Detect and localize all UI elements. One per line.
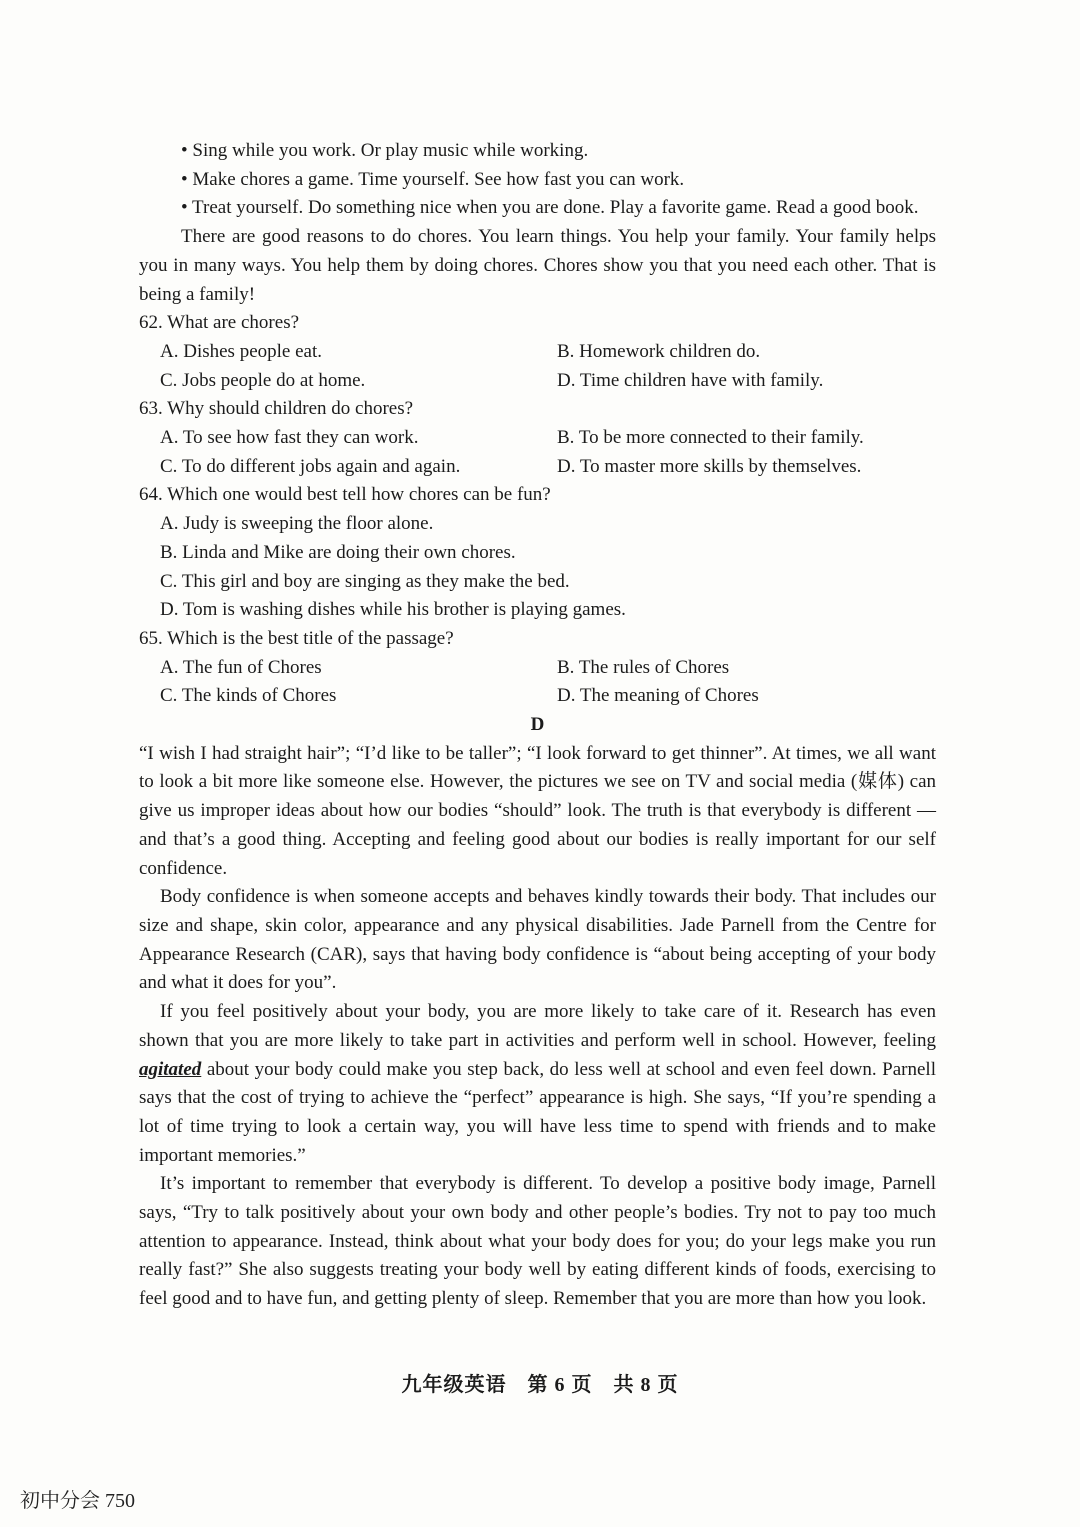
passage-d-paragraph-3 [139, 998, 936, 1170]
passage-d-paragraph-1: “I wish I had straight hair”; “I’d like to be taller”; “I look forward to get thinner”. At times, we all want to look a bit more like someone else. However, the pictures we see on TV and social media (媒体) can give us improper ideas about how our bodies “should” look. The truth is that everybody is different — and that’s a good thing. Accepting and feeling good about our bodies is really important for our self confidence. [139, 742, 936, 879]
question-62 [139, 309, 936, 395]
option-b: B. The rules of Chores [557, 656, 730, 678]
option-d: D. To master more skills by themselves. [557, 455, 862, 477]
question-stem: 65. Which is the best title of the passage? [139, 627, 454, 649]
exam-page [139, 137, 936, 1314]
question-63 [139, 395, 936, 481]
option-d: D. Tom is washing dishes while his brother is playing games. [160, 599, 626, 621]
option-a: A. The fun of Chores [160, 656, 322, 678]
option-c: C. To do different jobs again and again. [160, 455, 461, 477]
paragraph-3-text-before: If you feel positively about your body, you are more likely to take care of it. Research has even shown that you are more likely to take part in activities and perform well in school. However, feeling [139, 1001, 936, 1051]
option-c: C. Jobs people do at home. [160, 369, 366, 391]
question-65 [139, 625, 936, 711]
question-stem: 62. What are chores? [139, 312, 300, 334]
option-b: B. Homework children do. [557, 340, 761, 362]
option-c: C. This girl and boy are singing as they make the bed. [160, 570, 570, 592]
passage-d-paragraph-2: Body confidence is when someone accepts and behaves kindly towards their body. That includes our size and shape, skin color, appearance and any physical disabilities. Jade Parnell from the Centre for Appearance Research (CAR), says that having body confidence is “about being accepting of your body and what it does for you”. [139, 886, 936, 994]
option-d: D. Time children have with family. [557, 369, 824, 391]
option-c: C. The kinds of Chores [160, 685, 337, 707]
question-stem: 64. Which one would best tell how chores can be fun? [139, 484, 551, 506]
paragraph-3-text-after: about your body could make you step back, do less well at school and even feel down. Parnell says that the cost of trying to achieve the “perfect” appearance is high. She says, “If you’re spending a lot of time trying to look a certain way, you will have less time to spend with friends and to make important memories.” [139, 1058, 936, 1166]
passage-d-paragraph-4: It’s important to remember that everybody is different. To develop a positive body image, Parnell says, “Try to talk positively about your own body and other people’s bodies. Try not to pay too much attention to appearance. Instead, think about what your body does for you; do your legs make you run really fast?” She also suggests treating your body well by eating different kinds of foods, exercising to feel good and to have fun, and getting plenty of sleep. Remember that you are more than how you look. [139, 1173, 936, 1310]
option-a: A. To see how fast they can work. [160, 427, 419, 449]
option-a: A. Judy is sweeping the floor alone. [160, 513, 434, 535]
option-d: D. The meaning of Chores [557, 685, 759, 707]
option-b: B. Linda and Mike are doing their own chores. [160, 541, 516, 563]
question-stem: 63. Why should children do chores? [139, 398, 414, 420]
reasons-paragraph: There are good reasons to do chores. You learn things. You help your family. Your family helps you in many ways. You help them by doing chores. Chores show you that you need each other. That is being a family! [139, 226, 936, 305]
option-a: A. Dishes people eat. [160, 340, 322, 362]
watermark: 初中分会 750 [20, 1490, 135, 1512]
bullet-game: • Make chores a game. Time yourself. See how fast you can work. [181, 168, 685, 190]
section-d-title: D [530, 714, 545, 736]
question-64 [139, 481, 936, 625]
bullet-treat: • Treat yourself. Do something nice when you are done. Play a favorite game. Read a good book. [181, 197, 919, 219]
bullet-sing: • Sing while you work. Or play music while working. [181, 140, 589, 161]
page-footer: 九年级英语 第 6 页 共 8 页 [401, 1374, 679, 1396]
option-b: B. To be more connected to their family. [557, 427, 864, 449]
keyword-agitated: agitated [139, 1058, 202, 1080]
